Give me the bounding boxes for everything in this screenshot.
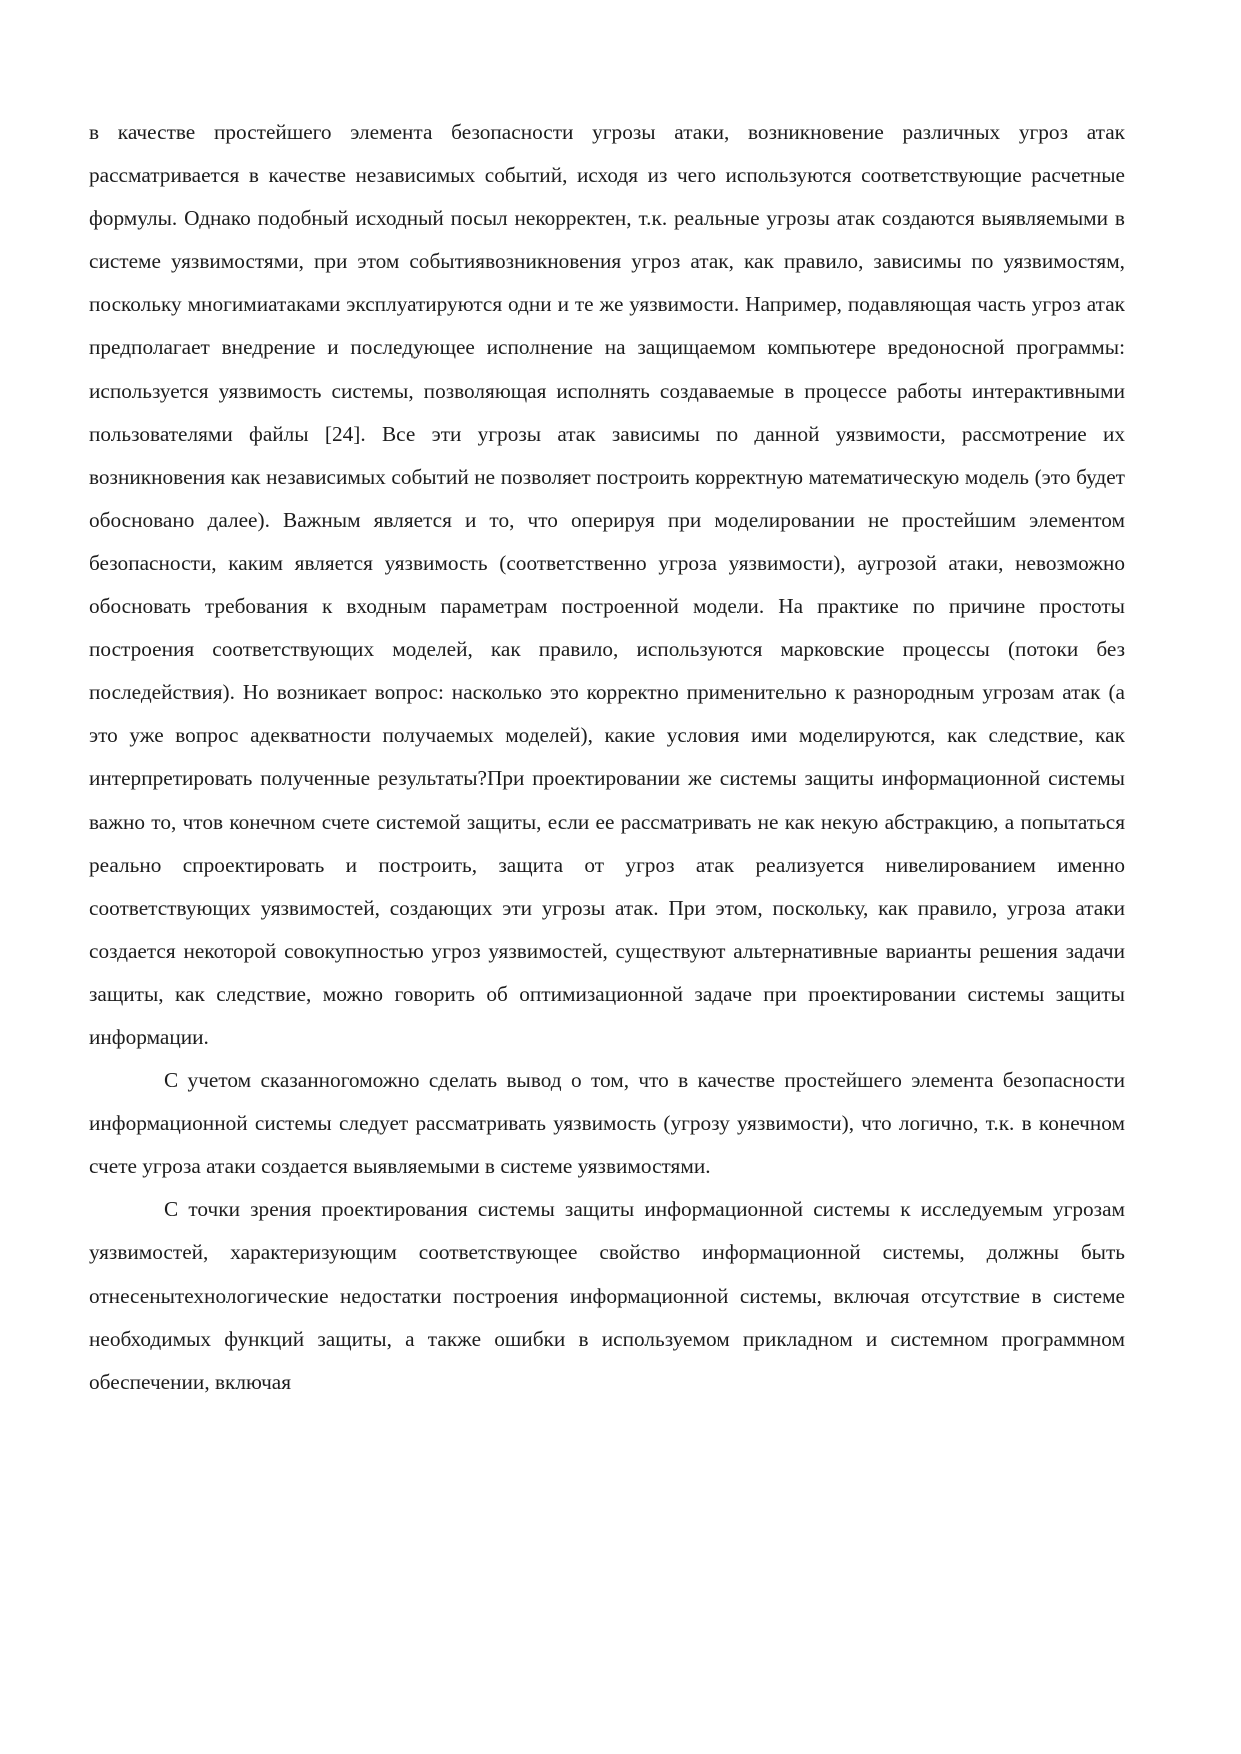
- paragraph-2: С учетом сказанногоможно сделать вывод о том, что в качестве простейшего элемента безопасности информационной системы следует рассматривать уязвимость (угрозу уязвимости), что логично, т.к. в конечном счете угроза атаки создается выявляемыми в системе уязвимостями.: [89, 1068, 1125, 1179]
- paragraph-3: С точки зрения проектирования системы защиты информационной системы к исследуемым угрозам уязвимостей, характеризующим соответствующее свойство информационной системы, должны быть отнесенытехнологические недостатки построения информационной системы, включая отсутствие в системе необходимых функций защиты, а также ошибки в используемом прикладном и системном программном обеспечении, включая: [89, 1197, 1125, 1394]
- paragraph-1: в качестве простейшего элемента безопасности угрозы атаки, возникновение различных угроз атак рассматривается в качестве независимых событий, исходя из чего используются соответствующие расчетные формулы. Однако подобный исходный посыл некорректен, т.к. реальные угрозы атак создаются выявляемыми в системе уязвимостями, при этом событиявозникновения угроз атак, как правило, зависимы по уязвимостям, поскольку многимиатаками эксплуатируются одни и те же уязвимости. Например, подавляющая часть угроз атак предполагает внедрение и последующее исполнение на защищаемом компьютере вредоносной программы: используется уязвимость системы, позволяющая исполнять создаваемые в процессе работы интерактивными пользователями файлы [24]. Все эти угрозы атак зависимы по данной уязвимости, рассмотрение их возникновения как независимых событий не позволяет построить корректную математическую модель (это будет обосновано далее). Важным является и то, что оперируя при моделировании не простейшим элементом безопасности, каким является уязвимость (соответственно угроза уязвимости), аугрозой атаки, невозможно обосновать требования к входным параметрам построенной модели. На практике по причине простоты построения соответствующих моделей, как правило, используются марковские процессы (потоки без последействия). Но возникает вопрос: насколько это корректно применительно к разнородным угрозам атак (а это уже вопрос адекватности получаемых моделей), какие условия ими моделируются, как следствие, как интерпретировать полученные результаты?При проектировании же системы защиты информационной системы важно то, чтов конечном счете системой защиты, если ее рассматривать не как некую абстракцию, а попытаться реально спроектировать и построить, защита от угроз атак реализуется нивелированием именно соответствующих уязвимостей, создающих эти угрозы атак. При этом, поскольку, как правило, угроза атаки создается некоторой совокупностью угроз уязвимостей, существуют альтернативные варианты решения задачи защиты, как следствие, можно говорить об оптимизационной задаче при проектировании системы защиты информации.: [89, 120, 1125, 1049]
- document-body: [89, 111, 1125, 1404]
